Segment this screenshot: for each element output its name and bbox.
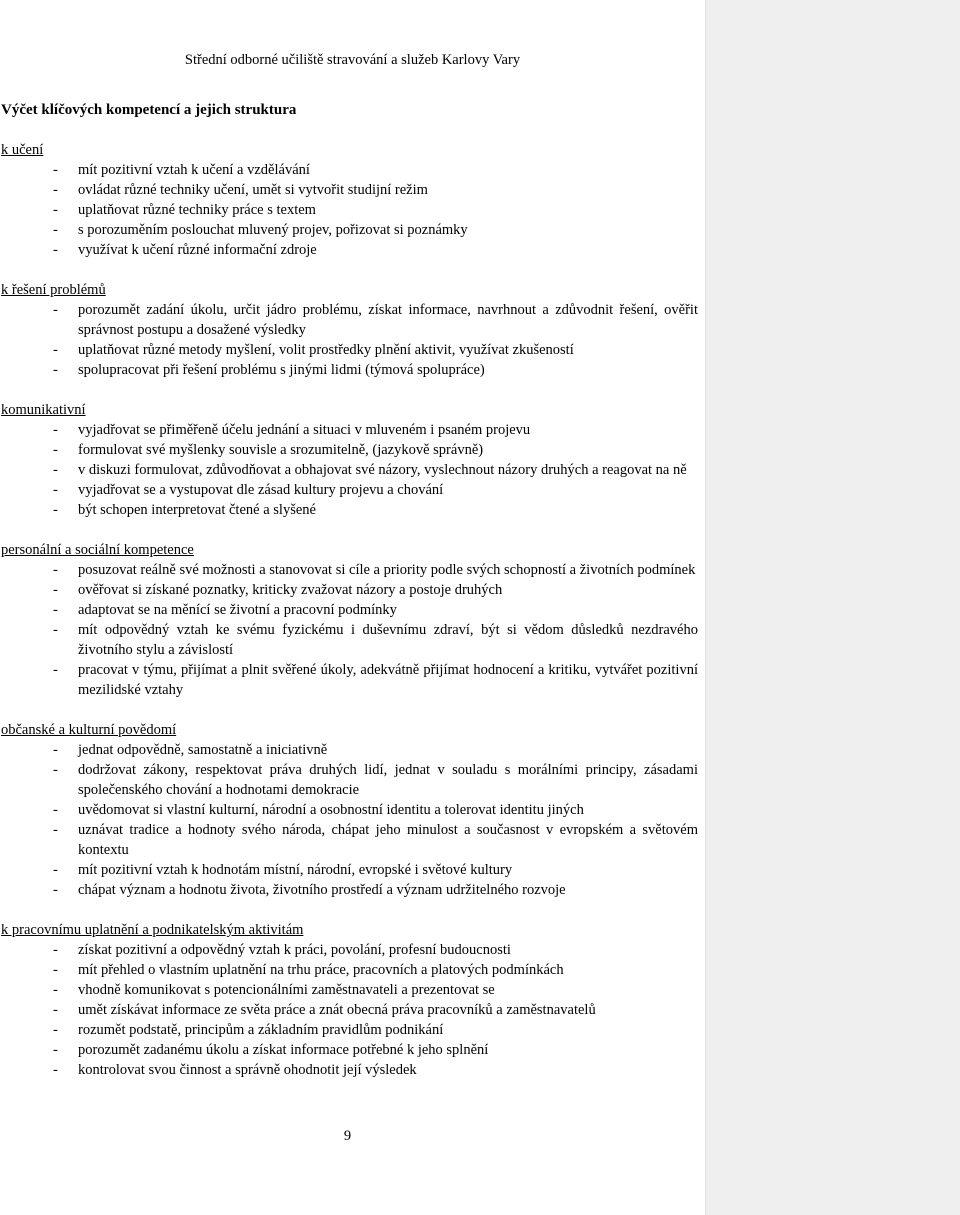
list-item-text: uznávat tradice a hodnoty svého národa, chápat jeho minulost a současnost v evropském a světovém kontextu xyxy=(78,822,698,858)
competence-section xyxy=(1,280,698,380)
list-item xyxy=(1,300,698,340)
bullet-dash: - xyxy=(53,762,58,778)
bullet-dash: - xyxy=(53,982,58,998)
section-title: občanské a kulturní povědomí xyxy=(1,722,177,738)
list-item xyxy=(1,880,698,900)
bullet-dash: - xyxy=(53,662,58,678)
competence-list xyxy=(1,740,698,900)
list-item xyxy=(1,180,698,200)
list-item xyxy=(1,500,698,520)
list-item xyxy=(1,760,698,800)
page-number: 9 xyxy=(343,1128,352,1144)
competence-list xyxy=(1,300,698,380)
list-item-text: vyjadřovat se přiměřeně účelu jednání a situaci v mluveném i psaném projevu xyxy=(78,422,531,438)
section-title: komunikativní xyxy=(1,402,86,418)
section-title: personální a sociální kompetence xyxy=(1,542,194,558)
list-item-text: mít odpovědný vztah ke svému fyzickému i duševnímu zdraví, být si vědom důsledků nezdravého životního stylu a závislostí xyxy=(78,622,698,658)
list-item xyxy=(1,940,698,960)
list-item xyxy=(1,860,698,880)
bullet-dash: - xyxy=(53,202,58,218)
comment-margin-pane xyxy=(705,0,960,1215)
list-item-text: porozumět zadání úkolu, určit jádro problému, získat informace, navrhnout a zdůvodnit řešení, ověřit správnost postupu a dosažené výsledky xyxy=(78,302,698,338)
list-item xyxy=(1,1040,698,1060)
list-item-text: vyjadřovat se a vystupovat dle zásad kultury projevu a chování xyxy=(78,482,444,498)
list-item-text: jednat odpovědně, samostatně a iniciativně xyxy=(78,742,328,758)
bullet-dash: - xyxy=(53,582,58,598)
list-item-text: rozumět podstatě, principům a základním pravidlům podnikání xyxy=(78,1022,444,1038)
list-item-text: mít přehled o vlastním uplatnění na trhu práce, pracovních a platových podmínkách xyxy=(78,962,564,978)
list-item-text: posuzovat reálně své možnosti a stanovovat si cíle a priority podle svých schopností a životních podmínek xyxy=(78,562,696,578)
list-item xyxy=(1,440,698,460)
list-item-text: chápat význam a hodnotu života, životního prostředí a význam udržitelného rozvoje xyxy=(78,882,566,898)
list-item-text: vhodně komunikovat s potencionálními zaměstnavateli a prezentovat se xyxy=(78,982,495,998)
bullet-dash: - xyxy=(53,1002,58,1018)
bullet-dash: - xyxy=(53,182,58,198)
section-title: k řešení problémů xyxy=(1,282,106,298)
list-item xyxy=(1,420,698,440)
bullet-dash: - xyxy=(53,482,58,498)
list-item-text: uplatňovat různé techniky práce s textem xyxy=(78,202,316,218)
list-item-text: mít pozitivní vztah k učení a vzdělávání xyxy=(78,162,310,178)
bullet-dash: - xyxy=(53,562,58,578)
list-item xyxy=(1,1060,698,1080)
list-item-text: v diskuzi formulovat, zdůvodňovat a obhajovat své názory, vyslechnout názory druhých a reagovat na ně xyxy=(78,462,687,478)
bullet-dash: - xyxy=(53,862,58,878)
bullet-dash: - xyxy=(53,362,58,378)
list-item xyxy=(1,600,698,620)
list-item xyxy=(1,660,698,700)
bullet-dash: - xyxy=(53,822,58,838)
bullet-dash: - xyxy=(53,162,58,178)
list-item-text: umět získávat informace ze světa práce a znát obecná práva pracovníků a zaměstnavatelů xyxy=(78,1002,596,1018)
competence-list xyxy=(1,940,698,1080)
bullet-dash: - xyxy=(53,1042,58,1058)
list-item xyxy=(1,340,698,360)
list-item-text: formulovat své myšlenky souvisle a srozumitelně, (jazykově správně) xyxy=(78,442,484,458)
competence-section xyxy=(1,540,698,700)
list-item-text: s porozuměním poslouchat mluvený projev, pořizovat si poznámky xyxy=(78,222,468,238)
bullet-dash: - xyxy=(53,882,58,898)
bullet-dash: - xyxy=(53,622,58,638)
bullet-dash: - xyxy=(53,302,58,318)
list-item-text: uvědomovat si vlastní kulturní, národní a osobnostní identitu a tolerovat identitu jiných xyxy=(78,802,584,818)
list-item-text: dodržovat zákony, respektovat práva druhých lidí, jednat v souladu s morálními principy, zásadami společenského chování a hodnotami demokracie xyxy=(78,762,698,798)
document-title: Výčet klíčových kompetencí a jejich struktura xyxy=(1,102,297,118)
bullet-dash: - xyxy=(53,242,58,258)
competence-section xyxy=(1,400,698,520)
list-item xyxy=(1,240,698,260)
competence-section xyxy=(1,140,698,260)
section-title: k učení xyxy=(1,142,44,158)
list-item xyxy=(1,800,698,820)
list-item xyxy=(1,820,698,860)
competence-section xyxy=(1,720,698,900)
list-item xyxy=(1,1000,698,1020)
bullet-dash: - xyxy=(53,742,58,758)
list-item-text: být schopen interpretovat čtené a slyšené xyxy=(78,502,316,518)
bullet-dash: - xyxy=(53,802,58,818)
list-item xyxy=(1,740,698,760)
bullet-dash: - xyxy=(53,222,58,238)
competence-list xyxy=(1,560,698,700)
bullet-dash: - xyxy=(53,442,58,458)
bullet-dash: - xyxy=(53,342,58,358)
bullet-dash: - xyxy=(53,422,58,438)
bullet-dash: - xyxy=(53,502,58,518)
list-item xyxy=(1,560,698,580)
list-item-text: uplatňovat různé metody myšlení, volit prostředky plnění aktivit, využívat zkušeností xyxy=(78,342,574,358)
list-item-text: mít pozitivní vztah k hodnotám místní, národní, evropské i světové kultury xyxy=(78,862,513,878)
list-item-text: adaptovat se na měnící se životní a pracovní podmínky xyxy=(78,602,397,618)
list-item-text: pracovat v týmu, přijímat a plnit svěřené úkoly, adekvátně přijímat hodnocení a kritiku, vytvářet pozitivní mezilidské vztahy xyxy=(78,662,698,698)
bullet-dash: - xyxy=(53,942,58,958)
list-item xyxy=(1,960,698,980)
bullet-dash: - xyxy=(53,1062,58,1078)
list-item xyxy=(1,160,698,180)
bullet-dash: - xyxy=(53,962,58,978)
list-item-text: ověřovat si získané poznatky, kriticky zvažovat názory a postoje druhých xyxy=(78,582,503,598)
competence-sections xyxy=(1,140,698,1080)
list-item xyxy=(1,620,698,660)
list-item-text: využívat k učení různé informační zdroje xyxy=(78,242,317,258)
competence-section xyxy=(1,920,698,1080)
page-header: Střední odborné učiliště stravování a služeb Karlovy Vary xyxy=(184,52,521,68)
document-body xyxy=(1,100,698,1100)
competence-list xyxy=(1,420,698,520)
list-item xyxy=(1,360,698,380)
section-title: k pracovnímu uplatnění a podnikatelským aktivitám xyxy=(1,922,304,938)
list-item xyxy=(1,580,698,600)
list-item-text: ovládat různé techniky učení, umět si vytvořit studijní režim xyxy=(78,182,428,198)
list-item xyxy=(1,460,698,480)
list-item-text: získat pozitivní a odpovědný vztah k práci, povolání, profesní budoucnosti xyxy=(78,942,511,958)
list-item xyxy=(1,220,698,240)
list-item-text: porozumět zadanému úkolu a získat informace potřebné k jeho splnění xyxy=(78,1042,489,1058)
list-item xyxy=(1,480,698,500)
list-item xyxy=(1,200,698,220)
list-item-text: spolupracovat při řešení problému s jinými lidmi (týmová spolupráce) xyxy=(78,362,485,378)
list-item xyxy=(1,980,698,1000)
bullet-dash: - xyxy=(53,462,58,478)
list-item-text: kontrolovat svou činnost a správně ohodnotit její výsledek xyxy=(78,1062,417,1078)
competence-list xyxy=(1,160,698,260)
bullet-dash: - xyxy=(53,1022,58,1038)
bullet-dash: - xyxy=(53,602,58,618)
list-item xyxy=(1,1020,698,1040)
